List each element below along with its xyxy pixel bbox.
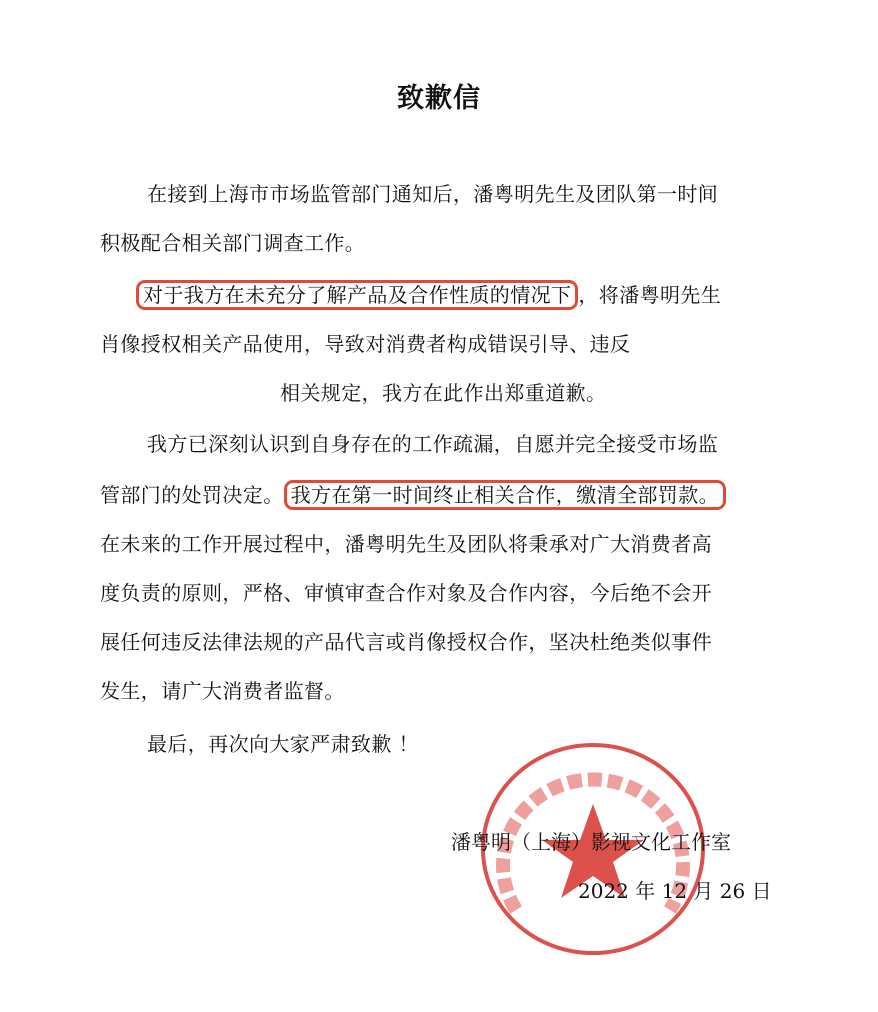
paragraph-line: 积极配合相关部门调查工作。 xyxy=(100,231,366,255)
paragraph-line: 相关规定，我方在此作出郑重道歉。 xyxy=(280,381,607,405)
letter-title: 致歉信 xyxy=(397,83,481,114)
signature-date: 2022 年 12 月 26 日 xyxy=(578,879,772,903)
paragraph-line xyxy=(136,280,721,310)
closing-line: 最后，再次向大家严肃致歉 ！ xyxy=(147,732,419,756)
paragraph-text: ，将潘粤明先生 xyxy=(578,283,722,307)
signature-organization: 潘粤明（上海）影视文化工作室 xyxy=(451,830,731,854)
highlight-box: 我方在第一时间终止相关合作，缴清全部罚款。 xyxy=(284,480,726,510)
highlight-box: 对于我方在未充分了解产品及合作性质的情况下 xyxy=(136,280,578,310)
paragraph-line: 我方已深刻认识到自身存在的工作疏漏，自愿并完全接受市场监 xyxy=(147,432,719,456)
paragraph-line xyxy=(100,480,726,510)
paragraph-line: 发生，请广大消费者监督。 xyxy=(100,679,345,703)
paragraph-text: 管部门的处罚决定。 xyxy=(100,483,284,507)
paragraph-line: 肖像授权相关产品使用，导致对消费者构成错误引导、违反 xyxy=(100,332,631,356)
paragraph-line: 展任何违反法律法规的产品代言或肖像授权合作，坚决杜绝类似事件 xyxy=(100,630,712,654)
paragraph-line: 度负责的原则，严格、审慎审查合作对象及合作内容，今后绝不会开 xyxy=(100,581,712,605)
paragraph-line: 在未来的工作开展过程中，潘粤明先生及团队将秉承对广大消费者高 xyxy=(100,532,712,556)
paragraph-line: 在接到上海市市场监管部门通知后，潘粤明先生及团队第一时间 xyxy=(147,182,719,206)
